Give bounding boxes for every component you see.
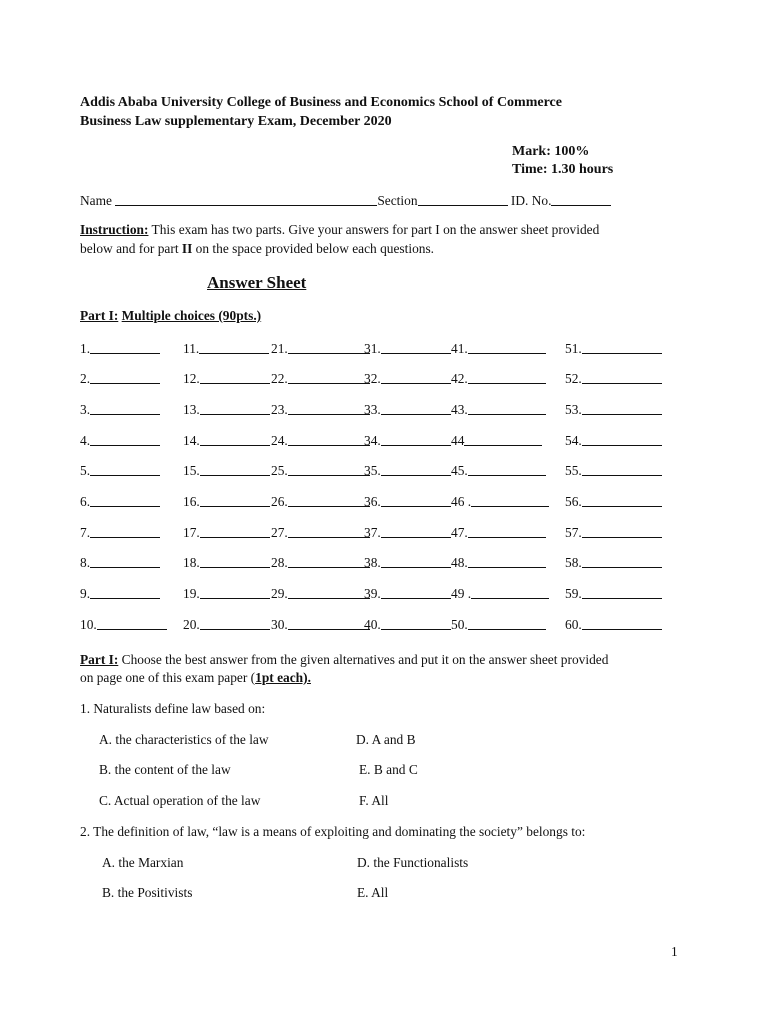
answer-blank[interactable] xyxy=(200,432,270,446)
answer-number: 22. xyxy=(271,371,288,386)
answer-item xyxy=(271,493,370,510)
answer-item xyxy=(80,524,160,541)
answer-blank[interactable] xyxy=(468,554,546,568)
answer-number: 13. xyxy=(183,402,200,417)
answer-item xyxy=(451,524,546,541)
answer-item xyxy=(364,585,451,602)
question-2-option-d: D. the Functionalists xyxy=(357,855,469,870)
answer-blank[interactable] xyxy=(468,401,546,415)
answer-number: 51. xyxy=(565,341,582,356)
answer-number: 20. xyxy=(183,617,200,632)
part-i-heading xyxy=(80,308,261,324)
answer-number: 3. xyxy=(80,402,91,417)
answer-item xyxy=(451,554,546,571)
answer-blank[interactable] xyxy=(90,340,160,354)
answer-item xyxy=(565,370,662,387)
answer-item xyxy=(80,432,160,449)
answer-number: 4. xyxy=(80,433,91,448)
answer-blank[interactable] xyxy=(381,462,451,476)
answer-number: 32. xyxy=(364,371,381,386)
answer-blank[interactable] xyxy=(288,493,370,507)
answer-number: 11. xyxy=(183,341,200,356)
answer-number: 7. xyxy=(80,525,91,540)
answer-number: 5. xyxy=(80,463,91,478)
university-header: Addis Ababa University College of Business and Economics School of Commerce xyxy=(80,95,562,110)
answer-blank[interactable] xyxy=(582,524,662,538)
answer-blank[interactable] xyxy=(97,616,167,630)
answer-blank[interactable] xyxy=(200,585,270,599)
answer-item xyxy=(271,432,370,449)
question-1-option-c: C. Actual operation of the law xyxy=(99,793,261,808)
answer-number: 58. xyxy=(565,555,582,570)
exam-mark: Mark: 100% xyxy=(512,144,590,159)
answer-blank[interactable] xyxy=(381,554,451,568)
answer-blank[interactable] xyxy=(582,401,662,415)
answer-number: 45. xyxy=(451,463,468,478)
answer-item xyxy=(183,370,270,387)
part-i-instruction-line-1 xyxy=(80,652,608,668)
part-i-instruction-text-2a: on page one of this exam paper ( xyxy=(80,670,256,685)
answer-blank[interactable] xyxy=(90,585,160,599)
answer-number: 40. xyxy=(364,617,381,632)
answer-item xyxy=(80,370,160,387)
answer-blank[interactable] xyxy=(288,432,370,446)
answer-item xyxy=(565,554,662,571)
answer-number: 15. xyxy=(183,463,200,478)
answer-item xyxy=(565,462,662,479)
answer-blank[interactable] xyxy=(90,432,160,446)
instruction-text-2c: on the space provided below each questions. xyxy=(192,241,435,256)
answer-blank[interactable] xyxy=(90,401,160,415)
question-2-stem: 2. The definition of law, “law is a means of exploiting and dominating the society” belongs to: xyxy=(80,824,586,839)
part-i-instruction-line-2 xyxy=(80,670,311,686)
answer-number: 18. xyxy=(183,555,200,570)
answer-item xyxy=(183,493,270,510)
answer-blank[interactable] xyxy=(582,370,662,384)
answer-blank[interactable] xyxy=(582,616,662,630)
answer-blank[interactable] xyxy=(200,493,270,507)
answer-number: 42. xyxy=(451,371,468,386)
answer-item xyxy=(565,340,662,357)
answer-number: 10. xyxy=(80,617,97,632)
answer-item xyxy=(271,585,370,602)
answer-blank[interactable] xyxy=(381,616,451,630)
answer-number: 39. xyxy=(364,586,381,601)
answer-number: 33. xyxy=(364,402,381,417)
answer-item xyxy=(364,616,451,633)
answer-blank[interactable] xyxy=(582,554,662,568)
answer-blank[interactable] xyxy=(381,493,451,507)
answer-item xyxy=(565,616,662,633)
answer-number: 8. xyxy=(80,555,91,570)
answer-item xyxy=(565,524,662,541)
answer-blank[interactable] xyxy=(288,462,370,476)
answer-number: 46 . xyxy=(451,494,472,509)
answer-number: 52. xyxy=(565,371,582,386)
answer-item xyxy=(565,493,662,510)
exam-title: Business Law supplementary Exam, December 2020 xyxy=(80,114,392,129)
answer-item xyxy=(565,432,662,449)
answer-blank[interactable] xyxy=(90,370,160,384)
answer-item xyxy=(451,340,546,357)
answer-item xyxy=(451,493,549,510)
answer-item xyxy=(80,340,160,357)
answer-number: 47. xyxy=(451,525,468,540)
answer-number: 6. xyxy=(80,494,91,509)
answer-number: 2. xyxy=(80,371,91,386)
answer-number: 38. xyxy=(364,555,381,570)
answer-item xyxy=(451,370,546,387)
answer-item xyxy=(364,493,451,510)
answer-blank[interactable] xyxy=(288,585,370,599)
answer-number: 12. xyxy=(183,371,200,386)
answer-blank[interactable] xyxy=(90,493,160,507)
answer-blank[interactable] xyxy=(381,370,451,384)
answer-blank[interactable] xyxy=(582,493,662,507)
answer-item xyxy=(364,554,451,571)
instruction-line-2 xyxy=(80,241,434,257)
answer-blank[interactable] xyxy=(90,462,160,476)
answer-item xyxy=(271,370,370,387)
answer-blank[interactable] xyxy=(90,524,160,538)
answer-number: 43. xyxy=(451,402,468,417)
answer-blank[interactable] xyxy=(200,370,270,384)
answer-blank[interactable] xyxy=(471,493,549,507)
answer-blank[interactable] xyxy=(381,524,451,538)
answer-item xyxy=(565,401,662,418)
answer-number: 48. xyxy=(451,555,468,570)
question-1-option-e: E. B and C xyxy=(359,762,418,777)
answer-number: 21. xyxy=(271,341,288,356)
answer-item xyxy=(183,585,270,602)
answer-blank[interactable] xyxy=(471,585,549,599)
answer-blank[interactable] xyxy=(200,401,270,415)
answer-item xyxy=(271,340,370,357)
question-2-option-e: E. All xyxy=(357,885,389,900)
answer-blank[interactable] xyxy=(582,340,662,354)
answer-blank[interactable] xyxy=(90,554,160,568)
answer-blank[interactable] xyxy=(200,554,270,568)
answer-blank[interactable] xyxy=(199,340,269,354)
part-i-instruction-text: Choose the best answer from the given alternatives and put it on the answer sheet provided xyxy=(118,652,609,667)
answer-number: 56. xyxy=(565,494,582,509)
question-1-option-f: F. All xyxy=(359,793,389,808)
answer-item xyxy=(183,462,270,479)
instruction-text: This exam has two parts. Give your answers for part I on the answer sheet provided xyxy=(148,222,600,237)
answer-blank[interactable] xyxy=(468,524,546,538)
answer-number: 9. xyxy=(80,586,91,601)
answer-item xyxy=(364,370,451,387)
answer-item xyxy=(183,524,270,541)
answer-item xyxy=(183,401,270,418)
question-1-option-a: A. the characteristics of the law xyxy=(99,732,269,747)
answer-item xyxy=(451,432,542,449)
answer-number: 27. xyxy=(271,525,288,540)
answer-number: 49 . xyxy=(451,586,472,601)
answer-number: 53. xyxy=(565,402,582,417)
answer-blank[interactable] xyxy=(288,340,370,354)
answer-item xyxy=(565,585,662,602)
instruction-part-ii: II xyxy=(181,241,193,256)
answer-item xyxy=(183,432,270,449)
answer-blank[interactable] xyxy=(288,370,370,384)
instruction-text-2a: below and for part xyxy=(80,241,182,256)
id-field[interactable] xyxy=(551,192,611,206)
answer-number: 34. xyxy=(364,433,381,448)
answer-number: 44 xyxy=(451,433,465,448)
part-i-title: Multiple choices (90pts.) xyxy=(121,308,262,323)
answer-number: 23. xyxy=(271,402,288,417)
answer-item xyxy=(271,554,370,571)
answer-number: 36. xyxy=(364,494,381,509)
answer-number: 57. xyxy=(565,525,582,540)
answer-item xyxy=(451,462,546,479)
page-number: 1 xyxy=(671,944,678,959)
question-1-option-b: B. the content of the law xyxy=(99,762,231,777)
answer-blank[interactable] xyxy=(582,432,662,446)
answer-blank[interactable] xyxy=(582,585,662,599)
answer-number: 31. xyxy=(364,341,381,356)
answer-blank[interactable] xyxy=(200,462,270,476)
answer-number: 55. xyxy=(565,463,582,478)
section-field[interactable] xyxy=(418,192,508,206)
student-fields xyxy=(80,192,611,209)
answer-item xyxy=(451,585,549,602)
answer-blank[interactable] xyxy=(200,524,270,538)
answer-blank[interactable] xyxy=(381,432,451,446)
answer-item xyxy=(183,340,269,357)
answer-blank[interactable] xyxy=(288,554,370,568)
answer-item xyxy=(80,401,160,418)
answer-item xyxy=(271,462,370,479)
part-i-label: Part I: xyxy=(80,308,119,323)
part-i-instruction-label: Part I: xyxy=(80,652,119,667)
answer-blank[interactable] xyxy=(381,585,451,599)
answer-number: 24. xyxy=(271,433,288,448)
answer-item xyxy=(80,554,160,571)
answer-number: 28. xyxy=(271,555,288,570)
answer-number: 59. xyxy=(565,586,582,601)
answer-number: 26. xyxy=(271,494,288,509)
answer-item xyxy=(80,493,160,510)
answer-item xyxy=(271,401,370,418)
answer-number: 29. xyxy=(271,586,288,601)
answer-item xyxy=(364,340,451,357)
answer-number: 50. xyxy=(451,617,468,632)
question-2-option-a: A. the Marxian xyxy=(102,855,184,870)
answer-number: 41. xyxy=(451,341,468,356)
answer-item xyxy=(80,585,160,602)
answer-number: 17. xyxy=(183,525,200,540)
answer-blank[interactable] xyxy=(288,616,370,630)
answer-blank[interactable] xyxy=(200,616,270,630)
answer-blank[interactable] xyxy=(468,370,546,384)
answer-blank[interactable] xyxy=(381,401,451,415)
answer-item xyxy=(183,554,270,571)
answer-sheet-title: Answer Sheet xyxy=(207,273,307,292)
answer-blank[interactable] xyxy=(381,340,451,354)
answer-item xyxy=(80,616,167,633)
section-label: Section xyxy=(377,193,418,208)
answer-number: 19. xyxy=(183,586,200,601)
question-1-stem: 1. Naturalists define law based on: xyxy=(80,701,266,716)
answer-blank[interactable] xyxy=(288,401,370,415)
id-label: ID. No. xyxy=(510,193,552,208)
answer-item xyxy=(183,616,270,633)
question-1-option-d: D. A and B xyxy=(356,732,416,747)
answer-item xyxy=(364,524,451,541)
answer-item xyxy=(80,462,160,479)
answer-number: 14. xyxy=(183,433,200,448)
answer-number: 60. xyxy=(565,617,582,632)
answer-blank[interactable] xyxy=(468,340,546,354)
exam-time: Time: 1.30 hours xyxy=(512,162,614,177)
answer-item xyxy=(364,462,451,479)
answer-number: 54. xyxy=(565,433,582,448)
answer-item xyxy=(451,616,546,633)
answer-number: 16. xyxy=(183,494,200,509)
answer-item xyxy=(364,432,451,449)
answer-number: 35. xyxy=(364,463,381,478)
instruction-label: Instruction: xyxy=(80,222,149,237)
answer-blank[interactable] xyxy=(468,616,546,630)
answer-item xyxy=(451,401,546,418)
answer-number: 30. xyxy=(271,617,288,632)
answer-blank[interactable] xyxy=(468,462,546,476)
instruction-line-1 xyxy=(80,222,599,238)
points-note: 1pt each). xyxy=(255,670,311,685)
answer-item xyxy=(271,524,370,541)
question-2-option-b: B. the Positivists xyxy=(102,885,193,900)
answer-blank[interactable] xyxy=(288,524,370,538)
answer-blank[interactable] xyxy=(582,462,662,476)
answer-item xyxy=(364,401,451,418)
name-label: Name xyxy=(80,193,112,208)
answer-number: 37. xyxy=(364,525,381,540)
name-field[interactable] xyxy=(115,192,377,206)
answer-number: 1. xyxy=(80,341,91,356)
answer-number: 25. xyxy=(271,463,288,478)
answer-blank[interactable] xyxy=(464,432,542,446)
answer-item xyxy=(271,616,370,633)
